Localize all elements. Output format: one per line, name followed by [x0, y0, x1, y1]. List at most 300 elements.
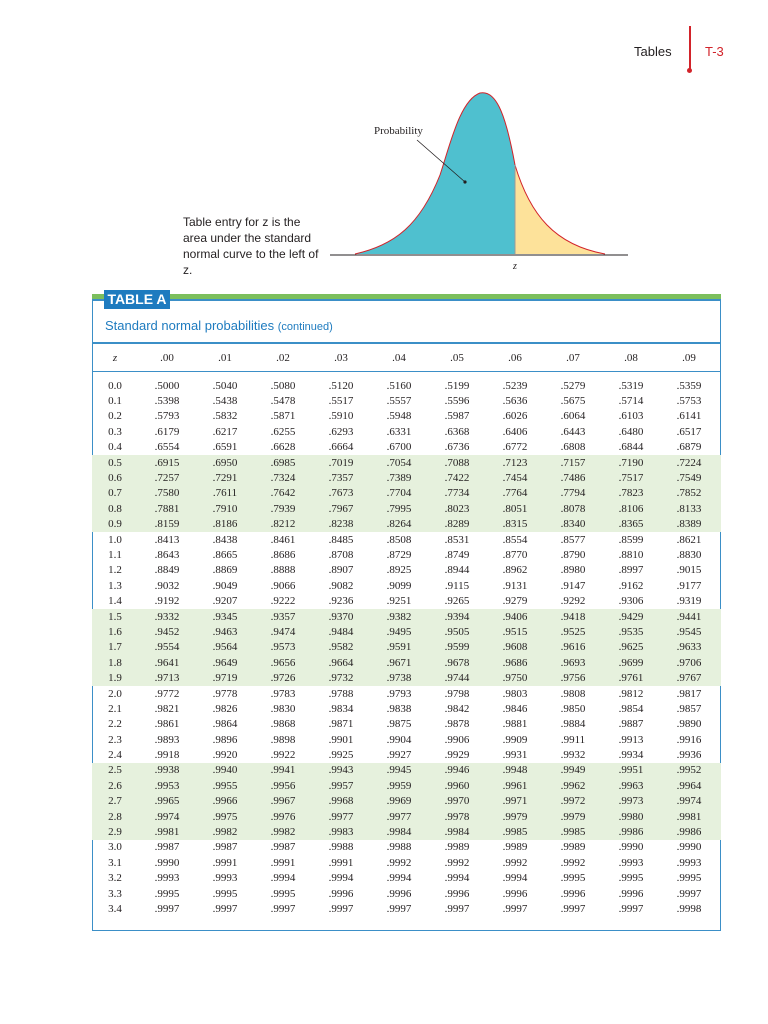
- table-row: [92, 455, 721, 470]
- table-cell: .9936: [676, 749, 702, 762]
- table-cell: .9850: [560, 702, 586, 715]
- row-z-value: 2.4: [108, 749, 122, 762]
- table-cell: .8238: [328, 518, 354, 531]
- table-cell: .9940: [212, 764, 238, 777]
- table-cell: .9984: [444, 826, 470, 839]
- row-z-value: 2.2: [108, 718, 122, 731]
- column-header: .00: [160, 352, 174, 364]
- table-cell: .9693: [560, 656, 586, 669]
- table-cell: .6331: [386, 425, 412, 438]
- table-cell: .9887: [618, 718, 644, 731]
- table-cell: .7967: [328, 502, 354, 515]
- row-z-value: 2.5: [108, 764, 122, 777]
- table-cell: .6480: [618, 425, 644, 438]
- table-cell: .9394: [444, 610, 470, 623]
- table-cell: .9834: [328, 702, 354, 715]
- table-cell: .9967: [270, 795, 296, 808]
- table-cell: .5438: [212, 395, 238, 408]
- table-cell: .9995: [560, 872, 586, 885]
- table-cell: .7054: [386, 456, 412, 469]
- table-cell: .5871: [270, 410, 296, 423]
- table-cell: .6103: [618, 410, 644, 423]
- table-cell: .9868: [270, 718, 296, 731]
- table-cell: .9957: [328, 779, 354, 792]
- table-cell: .9913: [618, 733, 644, 746]
- row-z-value: 2.0: [108, 687, 122, 700]
- table-cell: .9974: [154, 810, 180, 823]
- table-cell: .9996: [618, 887, 644, 900]
- table-cell: .9484: [328, 625, 354, 638]
- table-cell: .6179: [154, 425, 180, 438]
- table-cell: .9699: [618, 656, 644, 669]
- table-cell: .6950: [212, 456, 238, 469]
- table-cell: .9147: [560, 579, 586, 592]
- table-cell: .5040: [212, 379, 238, 392]
- table-cell: .6554: [154, 441, 180, 454]
- row-z-value: 3.1: [108, 856, 122, 869]
- table-cell: .5714: [618, 395, 644, 408]
- table-cell: .5793: [154, 410, 180, 423]
- row-z-value: 3.0: [108, 841, 122, 854]
- table-cell: .5239: [502, 379, 528, 392]
- table-cell: .9964: [676, 779, 702, 792]
- table-cell: .9988: [328, 841, 354, 854]
- table-cell: .9993: [618, 856, 644, 869]
- table-cell: .9963: [618, 779, 644, 792]
- table-cell: .6844: [618, 441, 644, 454]
- table-cell: .9656: [270, 656, 296, 669]
- table-cell: .9993: [154, 872, 180, 885]
- table-row: [92, 686, 721, 701]
- table-cell: .8621: [676, 533, 702, 546]
- table-row: [92, 670, 721, 685]
- table-cell: .9633: [676, 641, 702, 654]
- table-cell: .9881: [502, 718, 528, 731]
- table-cell: .8461: [270, 533, 296, 546]
- table-cell: .5675: [560, 395, 586, 408]
- table-row: [92, 747, 721, 762]
- table-row: [92, 794, 721, 809]
- table-cell: .9713: [154, 672, 180, 685]
- table-cell: .9505: [444, 625, 470, 638]
- table-cell: .9838: [386, 702, 412, 715]
- table-cell: .9904: [386, 733, 412, 746]
- table-cell: .5910: [328, 410, 354, 423]
- row-z-value: 0.7: [108, 487, 122, 500]
- z-axis-label: z: [513, 261, 517, 272]
- column-header: .04: [392, 352, 406, 364]
- row-z-value: 1.0: [108, 533, 122, 546]
- table-cell: .9616: [560, 641, 586, 654]
- table-cell: .9441: [676, 610, 702, 623]
- table-cell: .6141: [676, 410, 702, 423]
- row-z-value: 0.3: [108, 425, 122, 438]
- table-cell: .8289: [444, 518, 470, 531]
- table-cell: .8508: [386, 533, 412, 546]
- table-cell: .9846: [502, 702, 528, 715]
- table-cell: .6255: [270, 425, 296, 438]
- table-cell: .9678: [444, 656, 470, 669]
- table-cell: .8599: [618, 533, 644, 546]
- table-row: [92, 470, 721, 485]
- table-cell: .5517: [328, 395, 354, 408]
- table-cell: .9998: [676, 902, 702, 915]
- row-z-value: 0.4: [108, 441, 122, 454]
- table-cell: .9994: [328, 872, 354, 885]
- table-cell: .6026: [502, 410, 528, 423]
- table-cell: .9875: [386, 718, 412, 731]
- row-z-value: 2.1: [108, 702, 122, 715]
- table-cell: .9966: [212, 795, 238, 808]
- table-cell: .9983: [328, 826, 354, 839]
- table-cell: .9979: [560, 810, 586, 823]
- table-row: [92, 655, 721, 670]
- table-cell: .8944: [444, 564, 470, 577]
- table-row: [92, 609, 721, 624]
- table-cell: .9032: [154, 579, 180, 592]
- table-cell: .7852: [676, 487, 702, 500]
- table-cell: .5279: [560, 379, 586, 392]
- table-cell: .9992: [444, 856, 470, 869]
- table-cell: .9973: [618, 795, 644, 808]
- table-cell: .9817: [676, 687, 702, 700]
- table-cell: .9890: [676, 718, 702, 731]
- table-cell: .9821: [154, 702, 180, 715]
- table-title-note: (continued): [277, 321, 333, 333]
- table-cell: .5832: [212, 410, 238, 423]
- table-cell: .9861: [154, 718, 180, 731]
- table-cell: .9906: [444, 733, 470, 746]
- row-z-value: 2.8: [108, 810, 122, 823]
- table-cell: .8023: [444, 502, 470, 515]
- table-cell: .9993: [676, 856, 702, 869]
- table-cell: .9972: [560, 795, 586, 808]
- table-cell: .9925: [328, 749, 354, 762]
- table-cell: .8980: [560, 564, 586, 577]
- table-cell: .9955: [212, 779, 238, 792]
- table-cell: .9916: [676, 733, 702, 746]
- table-cell: .9977: [328, 810, 354, 823]
- table-cell: .9934: [618, 749, 644, 762]
- table-cell: .9319: [676, 595, 702, 608]
- table-cell: .9992: [386, 856, 412, 869]
- table-cell: .8554: [502, 533, 528, 546]
- table-cell: .8888: [270, 564, 296, 577]
- table-cell: .5080: [270, 379, 296, 392]
- table-cell: .5987: [444, 410, 470, 423]
- table-cell: .9345: [212, 610, 238, 623]
- table-cell: .9965: [154, 795, 180, 808]
- header-divider-dot: [687, 68, 692, 73]
- table-cell: .8531: [444, 533, 470, 546]
- table-row: [92, 393, 721, 408]
- column-header-z: z: [112, 352, 118, 364]
- row-z-value: 2.9: [108, 826, 122, 839]
- table-row: [92, 778, 721, 793]
- table-cell: .7157: [560, 456, 586, 469]
- table-cell: .7704: [386, 487, 412, 500]
- table-cell: .8365: [618, 518, 644, 531]
- table-cell: .9778: [212, 687, 238, 700]
- table-cell: .6591: [212, 441, 238, 454]
- table-cell: .9495: [386, 625, 412, 638]
- table-cell: .9788: [328, 687, 354, 700]
- table-cell: .5753: [676, 395, 702, 408]
- table-cell: .8078: [560, 502, 586, 515]
- table-cell: .9756: [560, 672, 586, 685]
- table-cell: .8907: [328, 564, 354, 577]
- table-cell: .9830: [270, 702, 296, 715]
- table-row: [92, 563, 721, 578]
- table-cell: .9641: [154, 656, 180, 669]
- table-cell: .5398: [154, 395, 180, 408]
- column-header: .08: [624, 352, 638, 364]
- table-cell: .8997: [618, 564, 644, 577]
- table-cell: .9808: [560, 687, 586, 700]
- table-cell: .9131: [502, 579, 528, 592]
- table-cell: .7324: [270, 472, 296, 485]
- table-row: [92, 824, 721, 839]
- table-cell: .9988: [386, 841, 412, 854]
- table-cell: .9929: [444, 749, 470, 762]
- table-cell: .9951: [618, 764, 644, 777]
- table-cell: .7939: [270, 502, 296, 515]
- table-row: [92, 440, 721, 455]
- column-header: .02: [276, 352, 290, 364]
- row-z-value: 1.8: [108, 656, 122, 669]
- table-cell: .9994: [502, 872, 528, 885]
- table-cell: .8869: [212, 564, 238, 577]
- table-row: [92, 640, 721, 655]
- table-cell: .9463: [212, 625, 238, 638]
- table-cell: .9864: [212, 718, 238, 731]
- table-cell: .9997: [560, 902, 586, 915]
- table-row: [92, 409, 721, 424]
- table-cell: .9992: [560, 856, 586, 869]
- table-cell: .9982: [212, 826, 238, 839]
- table-header-bottom-rule: [92, 371, 721, 372]
- table-cell: .7257: [154, 472, 180, 485]
- row-z-value: 1.9: [108, 672, 122, 685]
- table-cell: .9382: [386, 610, 412, 623]
- table-cell: .9959: [386, 779, 412, 792]
- table-cell: .7019: [328, 456, 354, 469]
- table-cell: .9357: [270, 610, 296, 623]
- table-cell: .7794: [560, 487, 586, 500]
- table-cell: .9979: [502, 810, 528, 823]
- table-cell: .8790: [560, 548, 586, 561]
- table-cell: .9980: [618, 810, 644, 823]
- table-cell: .6628: [270, 441, 296, 454]
- column-header: .03: [334, 352, 348, 364]
- table-cell: .9992: [502, 856, 528, 869]
- table-cell: .7764: [502, 487, 528, 500]
- table-cell: .5636: [502, 395, 528, 408]
- table-row: [92, 840, 721, 855]
- table-cell: .9761: [618, 672, 644, 685]
- table-cell: .8962: [502, 564, 528, 577]
- table-cell: .9995: [154, 887, 180, 900]
- table-row: [92, 886, 721, 901]
- table-cell: .9997: [676, 887, 702, 900]
- table-cell: .8708: [328, 548, 354, 561]
- table-cell: .9082: [328, 579, 354, 592]
- table-cell: .6517: [676, 425, 702, 438]
- table-cell: .9996: [444, 887, 470, 900]
- table-row: [92, 701, 721, 716]
- row-z-value: 1.5: [108, 610, 122, 623]
- table-cell: .8438: [212, 533, 238, 546]
- table-cell: .9985: [560, 826, 586, 839]
- row-z-value: 1.2: [108, 564, 122, 577]
- table-row: [92, 424, 721, 439]
- table-cell: .8665: [212, 548, 238, 561]
- table-cell: .9987: [212, 841, 238, 854]
- table-title: [105, 318, 333, 333]
- table-cell: .9664: [328, 656, 354, 669]
- table-cell: .9871: [328, 718, 354, 731]
- row-z-value: 1.1: [108, 548, 122, 561]
- table-cell: .7673: [328, 487, 354, 500]
- table-cell: .9989: [560, 841, 586, 854]
- column-header: .05: [450, 352, 464, 364]
- table-cell: .9429: [618, 610, 644, 623]
- table-cell: .5199: [444, 379, 470, 392]
- table-cell: .9990: [618, 841, 644, 854]
- table-cell: .9625: [618, 641, 644, 654]
- table-cell: .9997: [212, 902, 238, 915]
- table-cell: .8340: [560, 518, 586, 531]
- table-cell: .9893: [154, 733, 180, 746]
- column-header: .01: [218, 352, 232, 364]
- table-cell: .9997: [444, 902, 470, 915]
- table-row: [92, 578, 721, 593]
- table-cell: .9783: [270, 687, 296, 700]
- table-cell: .9986: [618, 826, 644, 839]
- row-z-value: 0.1: [108, 395, 122, 408]
- table-cell: .9922: [270, 749, 296, 762]
- table-cell: .5478: [270, 395, 296, 408]
- table-cell: .8810: [618, 548, 644, 561]
- table-cell: .8849: [154, 564, 180, 577]
- probability-label: Probability: [374, 125, 423, 137]
- table-cell: .9162: [618, 579, 644, 592]
- table-cell: .9989: [502, 841, 528, 854]
- table-cell: .9719: [212, 672, 238, 685]
- table-cell: .9991: [212, 856, 238, 869]
- table-cell: .9952: [676, 764, 702, 777]
- table-cell: .7357: [328, 472, 354, 485]
- table-cell: .6217: [212, 425, 238, 438]
- row-z-value: 0.2: [108, 410, 122, 423]
- table-cell: .9406: [502, 610, 528, 623]
- table-cell: .6915: [154, 456, 180, 469]
- table-cell: .7422: [444, 472, 470, 485]
- row-z-value: 2.3: [108, 733, 122, 746]
- table-cell: .5000: [154, 379, 180, 392]
- table-cell: .9991: [270, 856, 296, 869]
- table-cell: .9971: [502, 795, 528, 808]
- table-cell: .9767: [676, 672, 702, 685]
- table-row: [92, 593, 721, 608]
- table-cell: .9878: [444, 718, 470, 731]
- table-row: [92, 624, 721, 639]
- table-cell: .9292: [560, 595, 586, 608]
- table-cell: .8729: [386, 548, 412, 561]
- table-cell: .9986: [676, 826, 702, 839]
- table-cell: .5319: [618, 379, 644, 392]
- table-cell: .9911: [560, 733, 586, 746]
- table-top-rule: [92, 299, 721, 301]
- table-cell: .9744: [444, 672, 470, 685]
- table-cell: .9975: [212, 810, 238, 823]
- figure-caption: Table entry for z is the area under the standard normal curve to the left of z.: [183, 215, 319, 277]
- table-cell: .9996: [328, 887, 354, 900]
- table-row: [92, 517, 721, 532]
- table-cell: .6879: [676, 441, 702, 454]
- table-cell: .9772: [154, 687, 180, 700]
- normal-curve-figure: [325, 85, 635, 275]
- table-cell: .7823: [618, 487, 644, 500]
- header-divider: [689, 26, 691, 70]
- table-cell: .9812: [618, 687, 644, 700]
- table-cell: .9015: [676, 564, 702, 577]
- table-cell: .9236: [328, 595, 354, 608]
- table-cell: .9997: [386, 902, 412, 915]
- table-cell: .9978: [444, 810, 470, 823]
- table-cell: .9941: [270, 764, 296, 777]
- table-cell: .9370: [328, 610, 354, 623]
- row-z-value: 0.9: [108, 518, 122, 531]
- table-cell: .9995: [676, 872, 702, 885]
- table-cell: .7549: [676, 472, 702, 485]
- table-cell: .5596: [444, 395, 470, 408]
- table-cell: .9573: [270, 641, 296, 654]
- table-cell: .9732: [328, 672, 354, 685]
- table-cell: .5160: [386, 379, 412, 392]
- table-cell: .9884: [560, 718, 586, 731]
- table-cell: .7611: [212, 487, 238, 500]
- table-cell: .6700: [386, 441, 412, 454]
- table-cell: .8413: [154, 533, 180, 546]
- table-cell: .9995: [212, 887, 238, 900]
- table-cell: .9599: [444, 641, 470, 654]
- table-cell: .6736: [444, 441, 470, 454]
- table-cell: .6664: [328, 441, 354, 454]
- table-cell: .9901: [328, 733, 354, 746]
- table-cell: .9222: [270, 595, 296, 608]
- table-cell: .8186: [212, 518, 238, 531]
- table-cell: .5359: [676, 379, 702, 392]
- table-cell: .5557: [386, 395, 412, 408]
- table-cell: .9968: [328, 795, 354, 808]
- table-cell: .9251: [386, 595, 412, 608]
- table-cell: .9976: [270, 810, 296, 823]
- table-cell: .9997: [502, 902, 528, 915]
- table-row: [92, 855, 721, 870]
- table-cell: .9803: [502, 687, 528, 700]
- table-cell: .6808: [560, 441, 586, 454]
- table-cell: .9993: [212, 872, 238, 885]
- table-row: [92, 532, 721, 547]
- table-cell: .9115: [444, 579, 470, 592]
- table-cell: .9099: [386, 579, 412, 592]
- table-cell: .5948: [386, 410, 412, 423]
- table-cell: .9332: [154, 610, 180, 623]
- table-cell: .9535: [618, 625, 644, 638]
- table-cell: .7734: [444, 487, 470, 500]
- table-cell: .6406: [502, 425, 528, 438]
